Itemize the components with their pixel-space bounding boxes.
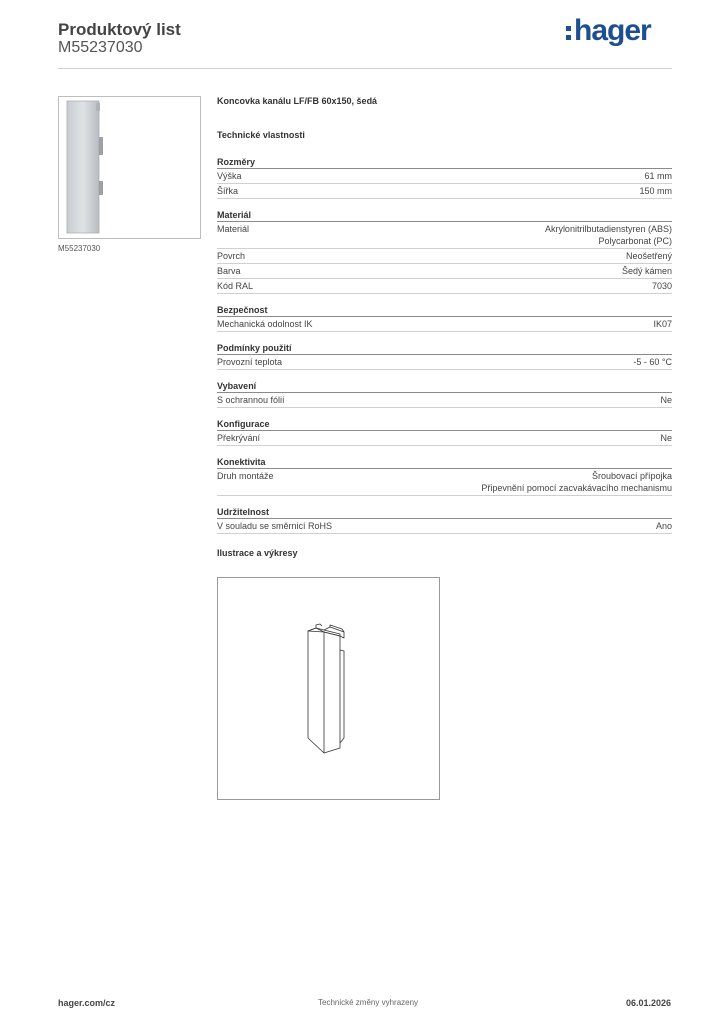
spec-label: Kód RAL: [217, 281, 254, 291]
spec-row: [217, 519, 672, 534]
spec-row: [217, 393, 672, 408]
spec-group-title: Udržitelnost: [217, 506, 672, 519]
spec-value-line: Šroubovací přípojka: [591, 471, 672, 481]
spec-value-line: Připevnění pomocí zacvakávacího mechanismu: [481, 483, 672, 493]
logo-dots-icon: [566, 26, 571, 40]
spec-group-title: Bezpečnost: [217, 304, 672, 317]
spec-group: [217, 456, 672, 496]
spec-value: [660, 394, 672, 406]
spec-value-line: Ne: [660, 433, 672, 443]
spec-group: [217, 380, 672, 408]
spec-row: [217, 184, 672, 199]
end-cap-drawing-icon: [218, 578, 439, 799]
drawing-box: [217, 577, 440, 800]
spec-value: [653, 318, 672, 330]
footer-website[interactable]: hager.com/cz: [58, 998, 116, 1008]
spec-value-line: 150 mm: [639, 186, 672, 196]
illustrations-heading: Ilustrace a výkresy: [217, 548, 298, 558]
spec-value-line: 7030: [651, 281, 672, 291]
header-divider: [58, 68, 672, 69]
spec-group-title: Konektivita: [217, 456, 672, 469]
spec-value-line: Polycarbonat (PC): [598, 236, 672, 246]
spec-groups: [217, 156, 672, 534]
spec-value: [481, 470, 672, 494]
spec-group-title: Konfigurace: [217, 418, 672, 431]
spec-group-title: Materiál: [217, 209, 672, 222]
hager-logo[interactable]: [566, 14, 651, 48]
spec-value: [626, 250, 672, 262]
spec-label: Provozní teplota: [217, 357, 283, 367]
product-code: M55237030: [58, 39, 143, 56]
spec-value-line: IK07: [653, 319, 672, 329]
end-cap-photo-icon: [59, 97, 200, 238]
spec-group: [217, 209, 672, 294]
spec-value-line: Akrylonitrilbutadienstyren (ABS): [544, 224, 672, 234]
footer-note: Technické změny vyhrazeny: [318, 998, 419, 1007]
spec-group: [217, 418, 672, 446]
spec-group: [217, 304, 672, 332]
spec-row: [217, 317, 672, 332]
spec-value-line: Šedý kámen: [621, 266, 672, 276]
spec-group: [217, 342, 672, 370]
footer-date: 06.01.2026: [626, 998, 672, 1008]
spec-label: Výška: [217, 171, 242, 181]
technical-properties-heading: Technické vlastnosti: [217, 130, 305, 140]
spec-label: Mechanická odolnost IK: [217, 319, 313, 329]
spec-label: Druh montáže: [217, 471, 274, 481]
spec-value-line: Ano: [655, 521, 672, 531]
spec-value: [622, 265, 672, 277]
spec-row: [217, 279, 672, 294]
spec-value-line: 61 mm: [644, 171, 672, 181]
spec-row: [217, 355, 672, 370]
thumbnail-caption: M55237030: [58, 244, 101, 253]
spec-value: [644, 170, 672, 182]
spec-row: [217, 264, 672, 279]
spec-row: [217, 469, 672, 496]
header-title: Produktový list: [58, 20, 181, 39]
spec-value-line: Ne: [660, 395, 672, 405]
spec-value: [660, 432, 672, 444]
spec-value: [652, 280, 672, 292]
spec-group-title: Podmínky použití: [217, 342, 672, 355]
specifications: [217, 96, 672, 562]
spec-group: [217, 506, 672, 534]
spec-label: V souladu se směrnicí RoHS: [217, 521, 333, 531]
spec-value-line: -5 - 60 °C: [633, 357, 672, 367]
spec-label: S ochrannou fólií: [217, 395, 285, 405]
spec-label: Překrývání: [217, 433, 261, 443]
spec-value: [633, 356, 672, 368]
logo-text: hager: [574, 14, 651, 47]
spec-label: Materiál: [217, 224, 250, 234]
spec-row: [217, 249, 672, 264]
product-thumbnail: [58, 96, 201, 239]
product-name: Koncovka kanálu LF/FB 60x150, šedá: [217, 96, 378, 106]
spec-row: [217, 222, 672, 249]
spec-value: [656, 520, 672, 532]
spec-value: [545, 223, 672, 247]
spec-label: Povrch: [217, 251, 246, 261]
spec-label: Šířka: [217, 186, 239, 196]
spec-row: [217, 431, 672, 446]
spec-group-title: Rozměry: [217, 156, 672, 169]
spec-row: [217, 169, 672, 184]
spec-group: [217, 156, 672, 199]
spec-group-title: Vybavení: [217, 380, 672, 393]
spec-label: Barva: [217, 266, 241, 276]
spec-value-line: Neošetřený: [625, 251, 672, 261]
spec-value: [639, 185, 672, 197]
